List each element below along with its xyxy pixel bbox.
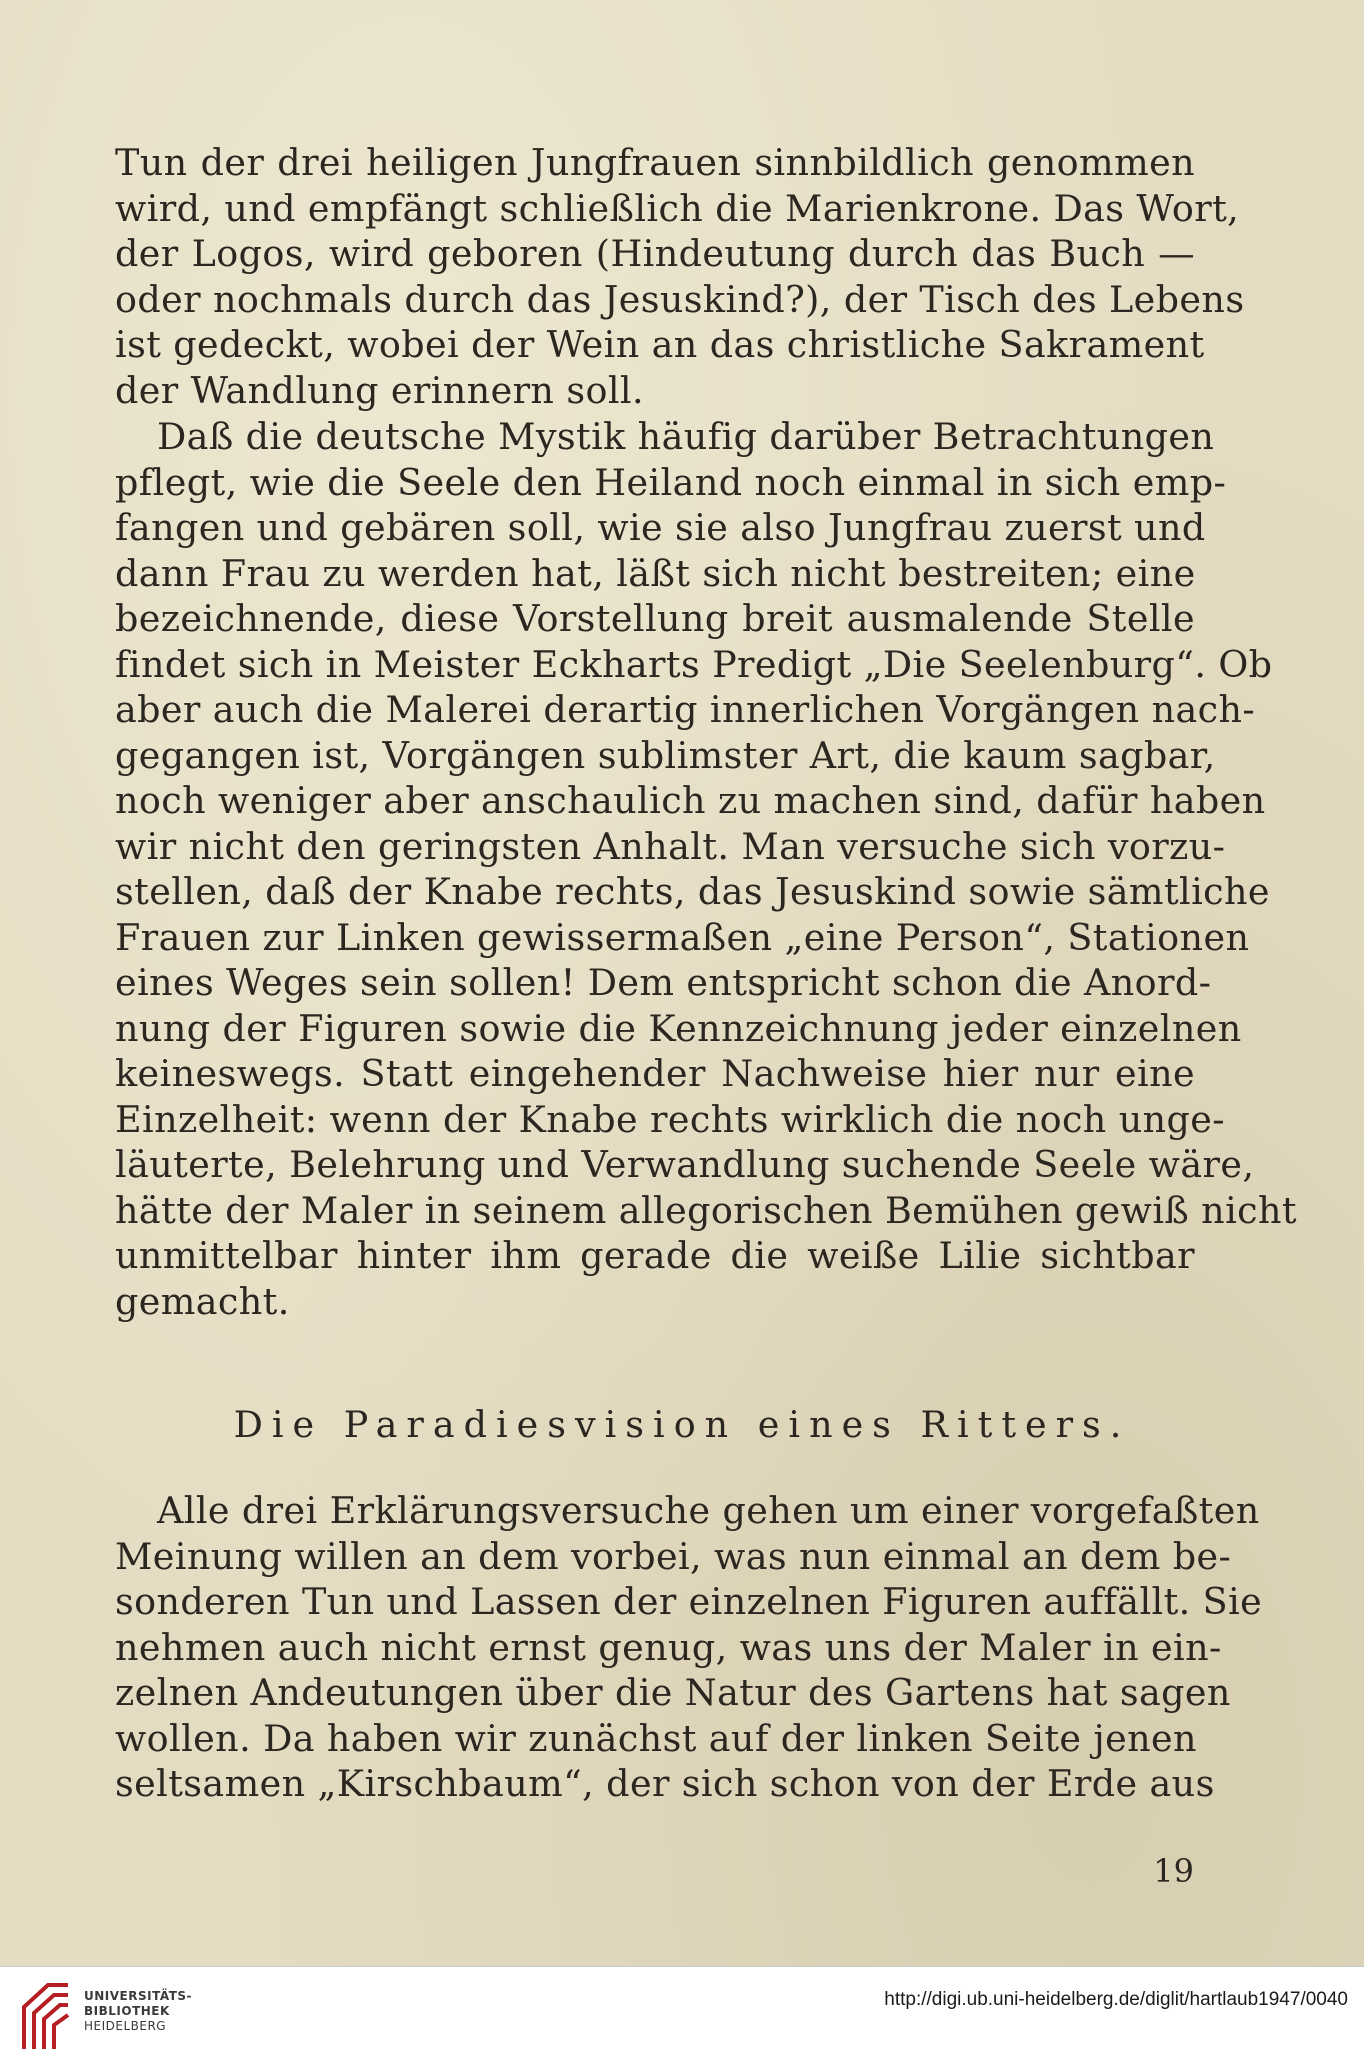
- text-line: bezeichnende, diese Vorstellung breit ausmalende Stelle: [115, 597, 1195, 640]
- text-line: nehmen auch nicht ernst genug, was uns der Maler in ein-: [115, 1625, 1222, 1669]
- text-line: stellen, daß der Knabe rechts, das Jesuskind sowie sämtliche: [115, 870, 1270, 913]
- source-url-link[interactable]: http://digi.ub.uni-heidelberg.de/diglit/hartlaub1947/0040: [884, 1989, 1348, 2010]
- library-name-line: UNIVERSITÄTS-: [84, 1989, 193, 2003]
- text-line: ist gedeckt, wobei der Wein an das christliche Sakrament: [115, 323, 1205, 366]
- text-line: unmittelbar hinter ihm gerade die weiße Lilie sichtbar: [115, 1234, 1195, 1277]
- text-line: zelnen Andeutungen über die Natur des Gartens hat sagen: [115, 1671, 1231, 1714]
- text-line: findet sich in Meister Eckharts Predigt „Die Seelenburg“. Ob: [115, 642, 1273, 686]
- paragraph-2: [115, 414, 1297, 1324]
- library-logo-icon: [18, 1979, 74, 2053]
- text-line: nung der Figuren sowie die Kennzeichnung jeder einzelnen: [115, 1006, 1242, 1050]
- text-line: Einzelheit: wenn der Knabe rechts wirklich die noch unge-: [115, 1097, 1226, 1141]
- text-line: seltsamen „Kirschbaum“, der sich schon von der Erde aus: [115, 1762, 1215, 1805]
- page-number: 19: [1153, 1852, 1194, 1890]
- text-line: hätte der Maler in seinem allegorischen Bemühen gewiß nicht: [115, 1188, 1297, 1232]
- text-line: keineswegs. Statt eingehender Nachweise hier nur eine: [115, 1052, 1195, 1095]
- text-line: pflegt, wie die Seele den Heiland noch einmal in sich emp-: [115, 460, 1227, 504]
- library-name: [84, 1989, 192, 2034]
- text-line: eines Weges sein sollen! Dem entspricht schon die Anord-: [115, 961, 1212, 1004]
- text-line: der Wandlung erinnern soll.: [115, 368, 644, 412]
- text-line: gemacht.: [115, 1279, 290, 1323]
- text-line: Alle drei Erklärungsversuche gehen um einer vorgefaßten: [157, 1489, 1260, 1532]
- text-line: dann Frau zu werden hat, läßt sich nicht bestreiten; eine: [115, 551, 1196, 595]
- text-line: wollen. Da haben wir zunächst auf der linken Seite jenen: [115, 1716, 1197, 1760]
- text-line: Daß die deutsche Mystik häufig darüber Betrachtungen: [157, 415, 1215, 458]
- section-heading: Die Paradiesvision eines Ritters.: [233, 1403, 1131, 1446]
- text-line: noch weniger aber anschaulich zu machen sind, dafür haben: [115, 779, 1266, 822]
- footer-bar: [0, 1966, 1364, 2066]
- text-line: oder nochmals durch das Jesuskind?), der Tisch des Lebens: [115, 277, 1245, 321]
- text-line: läuterte, Belehrung und Verwandlung suchende Seele wäre,: [115, 1143, 1255, 1186]
- text-line: der Logos, wird geboren (Hindeutung durch das Buch —: [115, 232, 1195, 275]
- text-line: fangen und gebären soll, wie sie also Jungfrau zuerst und: [115, 506, 1206, 549]
- paragraph-1: [115, 140, 1245, 413]
- text-line: Frauen zur Linken gewissermaßen „eine Person“, Stationen: [115, 915, 1250, 959]
- text-line: Meinung willen an dem vorbei, was nun einmal an dem be-: [115, 1534, 1232, 1578]
- library-name-line: BIBLIOTHEK: [84, 2004, 170, 2018]
- text-line: Tun der drei heiligen Jungfrauen sinnbildlich genommen: [115, 141, 1195, 184]
- library-name-line: HEIDELBERG: [84, 2019, 167, 2033]
- paragraph-3: [115, 1488, 1263, 1807]
- text-line: aber auch die Malerei derartig innerlichen Vorgängen nach-: [115, 688, 1256, 731]
- text-line: sonderen Tun und Lassen der einzelnen Figuren auffällt. Sie: [115, 1580, 1263, 1623]
- text-line: wird, und empfängt schließlich die Marienkrone. Das Wort,: [115, 186, 1240, 230]
- text-line: wir nicht den geringsten Anhalt. Man versuche sich vorzu-: [115, 824, 1226, 868]
- text-line: gegangen ist, Vorgängen sublimster Art, die kaum sagbar,: [115, 733, 1216, 777]
